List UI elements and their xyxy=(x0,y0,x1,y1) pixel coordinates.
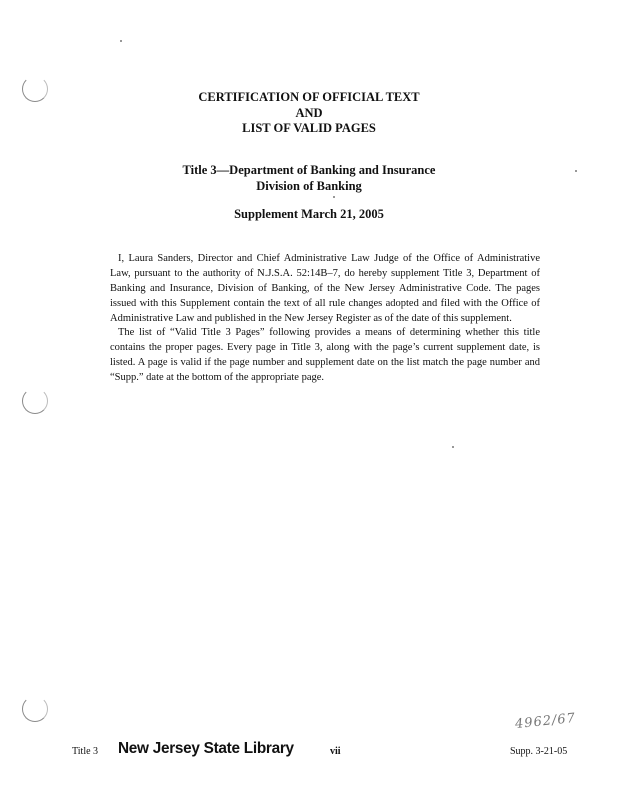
page-footer xyxy=(0,742,618,762)
title-line-2: Division of Banking xyxy=(256,178,362,193)
title-line-1: Title 3—Department of Banking and Insurance xyxy=(182,163,436,177)
binder-hole-mark xyxy=(22,696,48,722)
footer-title: Title 3 xyxy=(72,746,99,757)
scan-speck xyxy=(120,40,122,42)
supplement-date: Supplement March 21, 2005 xyxy=(234,207,384,221)
footer-supp-date: Supp. 3-21-05 xyxy=(510,746,568,757)
binder-hole-mark xyxy=(22,388,48,414)
library-stamp: New Jersey State Library xyxy=(118,740,294,757)
page-number: vii xyxy=(330,746,341,757)
title-heading xyxy=(0,163,618,194)
certification-paragraph: I, Laura Sanders, Director and Chief Administrative Law Judge of the Office of Administrative Law, pursuant to the authority of N.J.S.A. 52:14B–7, do hereby supplement Title 3, Department of Banking and Insurance, Division of Banking, of the New Jersey Administrative Code. The pages issued with this Supplement contain the text of all rule changes adopted and filed with the Office of Administrative Law and published in the New Jersey Register as of the date of this supplement. xyxy=(110,252,540,324)
valid-pages-paragraph: The list of “Valid Title 3 Pages” following provides a means of determining whether this title contains the proper pages. Every page in Title 3, along with the page’s current supplement date, is listed. A page is valid if the page number and supplement date on the list match the page number and “Supp.” date at the bottom of the appropriate page. xyxy=(110,326,540,383)
certification-heading xyxy=(0,90,618,137)
handwritten-note: 4962/67 xyxy=(514,710,577,733)
heading-line-3: LIST OF VALID PAGES xyxy=(242,121,376,135)
heading-line-1: CERTIFICATION OF OFFICIAL TEXT xyxy=(198,90,420,104)
heading-line-2: AND xyxy=(295,105,323,120)
scan-speck xyxy=(452,446,454,448)
scan-speck xyxy=(333,196,335,198)
